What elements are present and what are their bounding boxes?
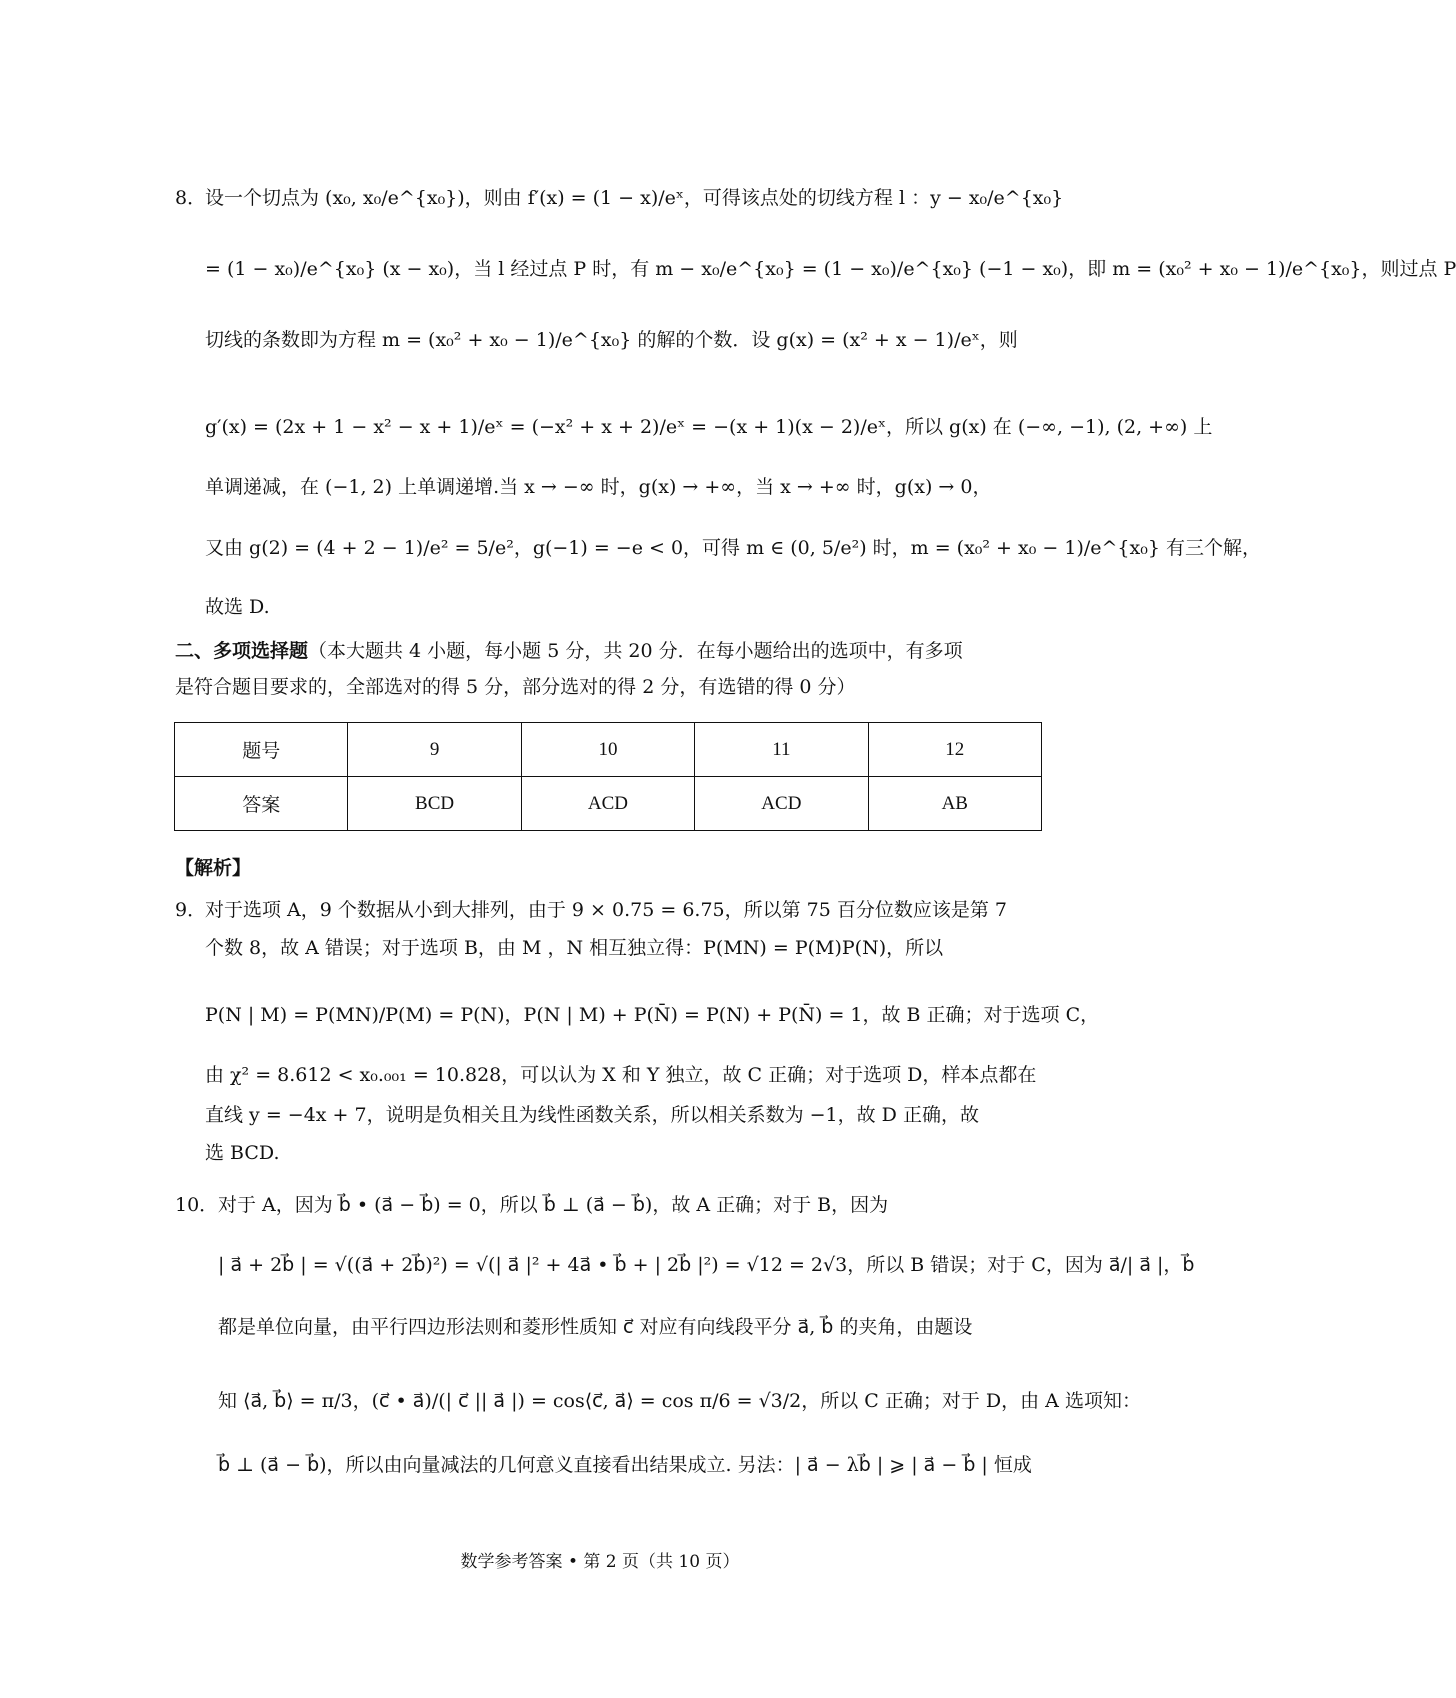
answer-cell: ACD: [695, 777, 868, 831]
problem-8-line-5: 单调递减，在 (−1, 2) 上单调递增.当 x → −∞ 时，g(x) → +∞，当 x → +∞ 时，g(x) → 0，: [205, 476, 992, 498]
answer-cell: BCD: [348, 777, 521, 831]
table-header-cell: 答案: [175, 777, 348, 831]
table-row: [175, 777, 1042, 831]
problem-8-line-1: 设一个切点为 (x₀, x₀/e^{x₀})，则由 f′(x) = (1 − x)/eˣ，可得该点处的切线方程 l ：y − x₀/e^{x₀}: [205, 187, 1064, 209]
problem-8-line-7: 故选 D.: [205, 596, 270, 618]
question-number-cell: 11: [695, 723, 868, 777]
problem-10-line-1: 对于 A，因为 b⃗ • (a⃗ − b⃗) = 0，所以 b⃗ ⊥ (a⃗ − b⃗)，故 A 正确；对于 B，因为: [218, 1194, 889, 1216]
problem-8-line-6: 又由 g(2) = (4 + 2 − 1)/e² = 5/e²，g(−1) = −e < 0，可得 m ∈ (0, 5/e²) 时，m = (x₀² + x₀ − 1)/e^{x₀} 有三个解，: [205, 537, 1261, 559]
problem-9-line-5: 直线 y = −4x + 7，说明是负相关且为线性函数关系，所以相关系数为 −1，故 D 正确，故: [205, 1104, 979, 1126]
section-2-heading-line-1: [175, 636, 1045, 666]
problem-9-line-1: 对于选项 A，9 个数据从小到大排列，由于 9 × 0.75 = 6.75，所以第 75 百分位数应该是第 7: [205, 899, 1008, 921]
problem-10-number: 10．: [175, 1194, 219, 1216]
answer-cell: ACD: [521, 777, 694, 831]
problem-9-line-2: 个数 8，故 A 错误；对于选项 B，由 M ，N 相互独立得：P(MN) = P(M)P(N)，所以: [205, 937, 944, 959]
problem-9-line-6: 选 BCD.: [205, 1142, 280, 1164]
problem-10-line-2: | a⃗ + 2b⃗ | = √((a⃗ + 2b⃗)²) = √(| a⃗ |² + 4a⃗ • b⃗ + | 2b⃗ |²) = √12 = 2√3，所以 B 错误；对于 C，因为 a⃗/| a⃗ |，b⃗: [218, 1254, 1195, 1276]
answer-table: [174, 722, 1042, 831]
answer-cell: AB: [868, 777, 1041, 831]
section-2-description-2: 是符合题目要求的，全部选对的得 5 分，部分选对的得 2 分，有选错的得 0 分）: [175, 676, 856, 698]
section-2-title: 二、多项选择题: [175, 640, 309, 662]
problem-9-line-4: 由 χ² = 8.612 < x₀.₀₀₁ = 10.828，可以认为 X 和 Y 独立，故 C 正确；对于选项 D，样本点都在: [205, 1064, 1037, 1086]
page-footer: 数学参考答案 • 第 2 页（共 10 页）: [460, 1552, 740, 1572]
analysis-label: 【解析】: [175, 857, 252, 879]
section-2-description-1: （本大题共 4 小题，每小题 5 分，共 20 分．在每小题给出的选项中，有多项: [308, 640, 963, 662]
problem-10-line-5: b⃗ ⊥ (a⃗ − b⃗)，所以由向量减法的几何意义直接看出结果成立. 另法：| a⃗ − λb⃗ | ⩾ | a⃗ − b⃗ | 恒成: [218, 1454, 1032, 1476]
question-number-cell: 9: [348, 723, 521, 777]
problem-10-line-3: 都是单位向量，由平行四边形法则和菱形性质知 c⃗ 对应有向线段平分 a⃗, b⃗ 的夹角，由题设: [218, 1316, 973, 1338]
problem-10-line-4: 知 ⟨a⃗, b⃗⟩ = π/3，(c⃗ • a⃗)/(| c⃗ || a⃗ |) = cos⟨c⃗, a⃗⟩ = cos π/6 = √3/2，所以 C 正确；对于 D，由 A 选项知：: [218, 1390, 1141, 1412]
problem-8-number: 8．: [175, 187, 207, 209]
question-number-cell: 10: [521, 723, 694, 777]
problem-9-number: 9．: [175, 899, 207, 921]
problem-8-line-2: = (1 − x₀)/e^{x₀} (x − x₀)，当 l 经过点 P 时，有 m − x₀/e^{x₀} = (1 − x₀)/e^{x₀} (−1 − x₀)，即 m = (x₀² + x₀ − 1)/e^{x₀}，则过点 P: [205, 258, 1456, 280]
table-header-cell: 题号: [175, 723, 348, 777]
question-number-cell: 12: [868, 723, 1041, 777]
problem-8-line-4: g′(x) = (2x + 1 − x² − x + 1)/eˣ = (−x² + x + 2)/eˣ = −(x + 1)(x − 2)/eˣ，所以 g(x) 在 (−∞, −1), (2, +∞) 上: [205, 416, 1213, 438]
table-row: [175, 723, 1042, 777]
problem-9-line-3: P(N | M) = P(MN)/P(M) = P(N)，P(N | M) + P(N̄) = P(N) + P(N̄) = 1，故 B 正确；对于选项 C，: [205, 1004, 1100, 1026]
problem-8-line-3: 切线的条数即为方程 m = (x₀² + x₀ − 1)/e^{x₀} 的解的个数．设 g(x) = (x² + x − 1)/eˣ，则: [205, 329, 1018, 351]
